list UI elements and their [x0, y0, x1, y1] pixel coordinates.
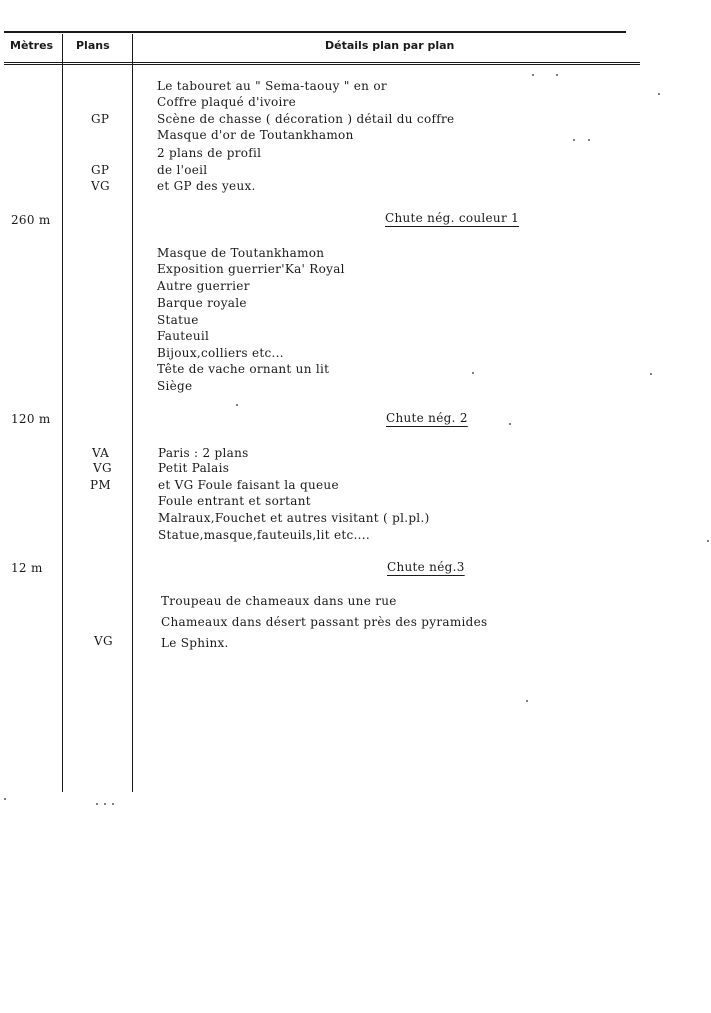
scan-speck — [588, 139, 590, 141]
header-details: Détails plan par plan — [325, 39, 455, 52]
detail-line: Siège — [157, 379, 193, 393]
header-plans: Plans — [76, 39, 110, 52]
detail-line: Exposition guerrier'Ka' Royal — [157, 262, 345, 276]
scan-speck — [236, 404, 238, 406]
scan-speck — [509, 423, 511, 425]
detail-line: et GP des yeux. — [157, 179, 256, 193]
plan-code: PM — [90, 478, 111, 492]
scan-speck — [556, 74, 558, 76]
top-rule — [4, 31, 626, 33]
scan-speck — [526, 700, 528, 702]
plan-code: GP — [91, 163, 110, 177]
detail-line: Bijoux,colliers etc... — [157, 346, 284, 360]
plan-code: VG — [93, 461, 112, 475]
detail-line: de l'oeil — [157, 163, 208, 177]
detail-line: Autre guerrier — [157, 279, 250, 293]
scan-speck — [472, 372, 474, 374]
plan-code: VA — [92, 446, 110, 460]
detail-line: Barque royale — [157, 296, 247, 310]
column-divider-1 — [62, 34, 63, 792]
scan-speck — [650, 373, 652, 375]
detail-line: Statue,masque,fauteuils,lit etc.... — [158, 528, 371, 542]
detail-line: Malraux,Fouchet et autres visitant ( pl.pl.) — [158, 511, 430, 525]
metres-value: 12 m — [11, 561, 43, 575]
detail-line: Le tabouret au " Sema-taouy " en or — [157, 79, 387, 93]
detail-line: Petit Palais — [158, 461, 230, 475]
header-rule — [4, 62, 640, 63]
scan-speck — [707, 540, 709, 542]
scan-speck — [112, 803, 114, 805]
detail-line: Tête de vache ornant un lit — [157, 362, 330, 376]
chute-heading: Chute nég.3 — [387, 560, 465, 574]
detail-line: Statue — [157, 313, 199, 327]
chute-heading: Chute nég. 2 — [386, 411, 468, 425]
detail-line: Le Sphinx. — [161, 636, 229, 650]
detail-line: Scène de chasse ( décoration ) détail du coffre — [157, 112, 455, 126]
header-metres: Mètres — [10, 39, 54, 52]
column-divider-2 — [132, 34, 133, 792]
detail-line: Masque d'or de Toutankhamon — [157, 128, 354, 142]
plan-code: VG — [94, 634, 113, 648]
metres-value: 260 m — [11, 213, 51, 227]
scan-speck — [104, 803, 106, 805]
metres-value: 120 m — [11, 412, 51, 426]
scan-speck — [4, 798, 6, 800]
detail-line: Chameaux dans désert passant près des pyramides — [161, 615, 488, 629]
scan-speck — [658, 93, 660, 95]
detail-line: Troupeau de chameaux dans une rue — [161, 594, 397, 608]
plan-code: GP — [91, 112, 110, 126]
detail-line: Coffre plaqué d'ivoire — [157, 95, 297, 109]
header-rule-lower — [4, 64, 640, 65]
chute-heading: Chute nég. couleur 1 — [385, 211, 520, 225]
detail-line: et VG Foule faisant la queue — [158, 478, 339, 492]
scan-speck — [573, 139, 575, 141]
detail-line: 2 plans de profil — [157, 146, 262, 160]
detail-line: Masque de Toutankhamon — [157, 246, 325, 260]
detail-line: Foule entrant et sortant — [158, 494, 311, 508]
detail-line: Fauteuil — [157, 329, 210, 343]
detail-line: Paris : 2 plans — [158, 446, 249, 460]
scan-speck — [532, 74, 534, 76]
scan-speck — [96, 803, 98, 805]
plan-code: VG — [91, 179, 110, 193]
